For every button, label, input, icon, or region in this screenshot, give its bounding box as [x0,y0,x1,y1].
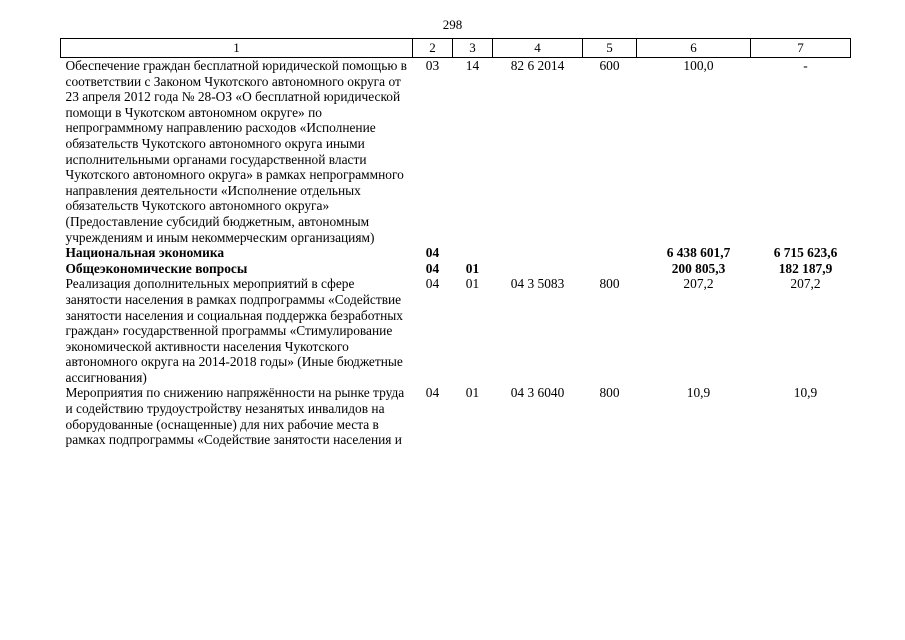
row-amount-1: 10,9 [686,385,711,401]
row-amount-2: 10,9 [793,385,818,401]
row-expense-type: 600 [599,58,620,73]
row-target-code: 04 3 6040 [510,385,565,401]
row-amount-2: 182 187,9 [778,260,833,276]
row-amount-1: 6 438 601,7 [666,245,731,261]
table-header [61,39,851,58]
row-expense-type: 800 [599,276,620,292]
row-target-code [493,245,583,261]
table-row [61,261,851,277]
row-section: 04 [425,245,440,261]
header-col-2: 2 [413,39,453,58]
row-subsection: 01 [465,260,480,276]
table-body [61,58,851,448]
row-expense-type [583,261,637,277]
row-name: Мероприятия по снижению напряжённости на рынке труда и содействию трудоустройству незанятых инвалидов на оборудованные (оснащенные) для них рабочие места в рамках подпрограммы «Содействие занятости населения и [65,385,405,448]
row-subsection: 01 [465,276,480,292]
row-subsection: 01 [465,385,480,401]
row-section: 03 [425,58,440,73]
table-row [61,245,851,261]
row-section: 04 [425,260,440,276]
row-amount-1: 207,2 [683,276,714,292]
row-section: 04 [425,385,440,401]
row-target-code: 04 3 5083 [510,276,565,292]
row-amount-1: 200 805,3 [671,260,726,276]
header-col-1: 1 [61,39,413,58]
row-name: Национальная экономика [65,245,225,261]
header-col-5: 5 [583,39,637,58]
row-section: 04 [425,276,440,292]
row-amount-2: 6 715 623,6 [773,245,838,261]
row-target-code [493,261,583,277]
table-row [61,58,851,246]
row-amount-1: 100,0 [683,58,714,73]
row-name: Общеэкономические вопросы [65,260,248,276]
table-row [61,276,851,385]
page-number: 298 [442,17,463,32]
row-subsection: 14 [465,58,480,73]
row-subsection [453,245,493,261]
header-col-3: 3 [453,39,493,58]
header-col-4: 4 [493,39,583,58]
header-col-6: 6 [637,39,751,58]
table-row [61,385,851,447]
header-col-7: 7 [751,39,851,58]
header-row [61,39,851,58]
row-amount-2: 207,2 [790,276,821,292]
row-amount-2: - [803,58,808,73]
row-target-code: 82 6 2014 [510,58,565,73]
row-expense-type [583,245,637,261]
row-name: Обеспечение граждан бесплатной юридической помощью в соответствии с Законом Чукотского автономного округа от 23 апреля 2012 года № 28-ОЗ «О бесплатной юридической помощи в Чукотском автономном округе» по непрограммному направлению расходов «Исполнение обязательств Чукотского автономного округа иными исполнительными органами государственной власти Чукотского автономного округа» в рамках непрограммного направления деятельности «Исполнение отдельных обязательств Чукотского автономного округа» (Предоставление субсидий бюджетным, автономным учреждениям и иным некоммерческим организациям) [65,58,407,245]
row-expense-type: 800 [599,385,620,401]
row-name: Реализация дополнительных мероприятий в сфере занятости населения в рамках подпрограммы «Содействие занятости населения и социальная поддержка безработных граждан» государственной программы «Стимулирование экономической активности населения Чукотского автономного округа на 2014-2018 годы» (Иные бюджетные ассигнования) [65,276,403,385]
budget-table [60,38,851,448]
